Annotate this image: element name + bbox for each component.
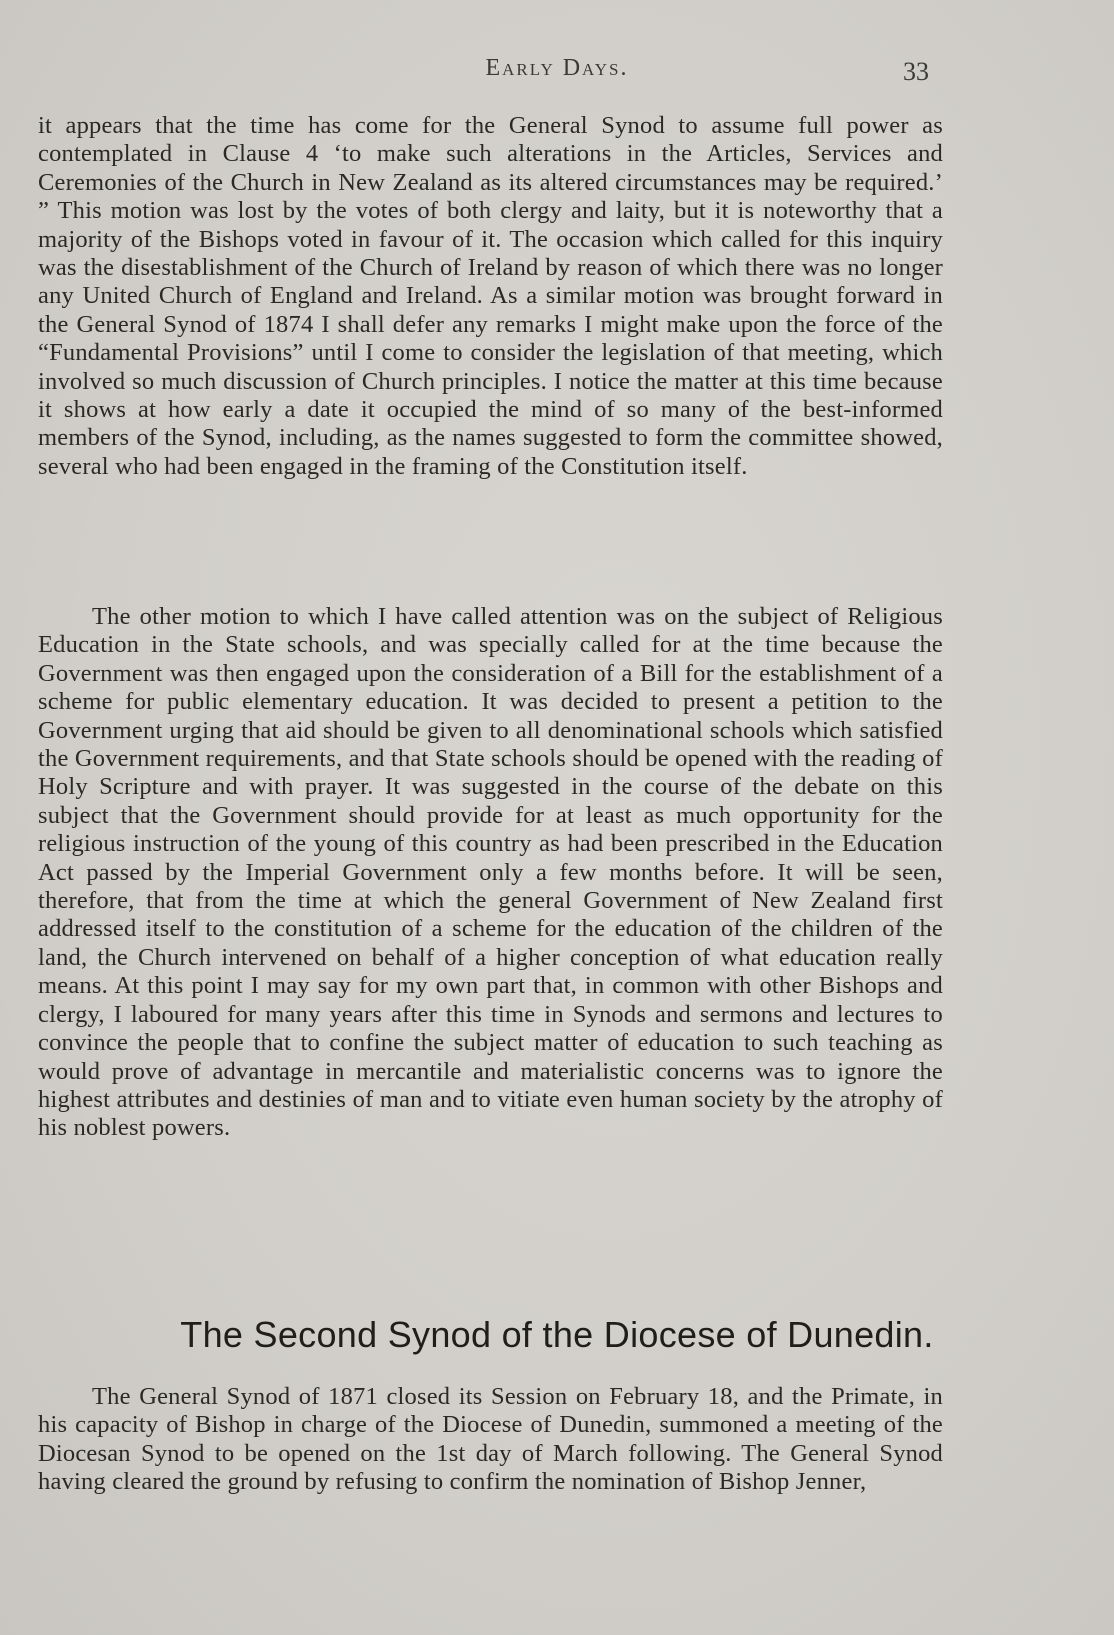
paragraph-1: it appears that the time has come for the General Synod to assume full power as contemplated in Clause 4 ‘to make such alterations in the Articles, Services and Ceremonies of the Church in New Zealand as its altered circumstances may be required.’ ” This motion was lost by the votes of both clergy and laity, but it is noteworthy that a majority of the Bishops voted in favour of it. The occasion which called for this inquiry was the disestablishment of the Church of Ireland by reason of which there was no longer any United Church of England and Ireland. As a similar motion was brought forward in the General Synod of 1874 I shall defer any remarks I might make upon the force of the “Fundamental Provisions” until I come to consider the legislation of that meeting, which involved so much discussion of Church principles. I notice the matter at this time because it shows at how early a date it occupied the mind of so many of the best-informed members of the Synod, including, as the names suggested to form the committee showed, several who had been engaged in the framing of the Constitution itself. — [38, 112, 943, 480]
body-text-block-1 — [38, 112, 943, 481]
body-text-block-3 — [38, 1383, 943, 1497]
running-head-title: Early Days. — [485, 55, 629, 81]
body-text-block-2 — [38, 603, 943, 1143]
paragraph-3: The General Synod of 1871 closed its Session on February 18, and the Primate, in his capacity of Bishop in charge of the Diocese of Dunedin, summoned a meeting of the Diocesan Synod to be opened on the 1st day of March following. The General Synod having cleared the ground by refusing to confirm the nomination of Bishop Jenner, — [38, 1383, 943, 1496]
section-heading: The Second Synod of the Diocese of Dunedin. — [180, 1314, 934, 1355]
paragraph-2: The other motion to which I have called attention was on the subject of Religious Education in the State schools, and was specially called for at the time because the Government was then engaged upon the consideration of a Bill for the establishment of a scheme for public elementary education. It was decided to present a petition to the Government urging that aid should be given to all denominational schools which satisfied the Government requirements, and that State schools should be opened with the reading of Holy Scripture and with prayer. It was suggested in the course of the debate on this subject that the Government should provide for at least as much opportunity for the religious instruction of the young of this country as had been prescribed in the Education Act passed by the Imperial Government only a few months before. It will be seen, therefore, that from the time at which the general Government of New Zealand first addressed itself to the constitution of a scheme for the education of the children of the land, the Church intervened on behalf of a higher conception of what education really means. At this point I may say for my own part that, in common with other Bishops and clergy, I laboured for many years after this time in Synods and sermons and lectures to convince the people that to confine the subject matter of education to such teaching as would prove of advantage in mercantile and materialistic concerns was to ignore the highest attributes and destinies of man and to vitiate even human society by the atrophy of his noblest powers. — [38, 603, 943, 1142]
page-number: 33 — [903, 57, 929, 86]
running-head — [0, 55, 1114, 89]
